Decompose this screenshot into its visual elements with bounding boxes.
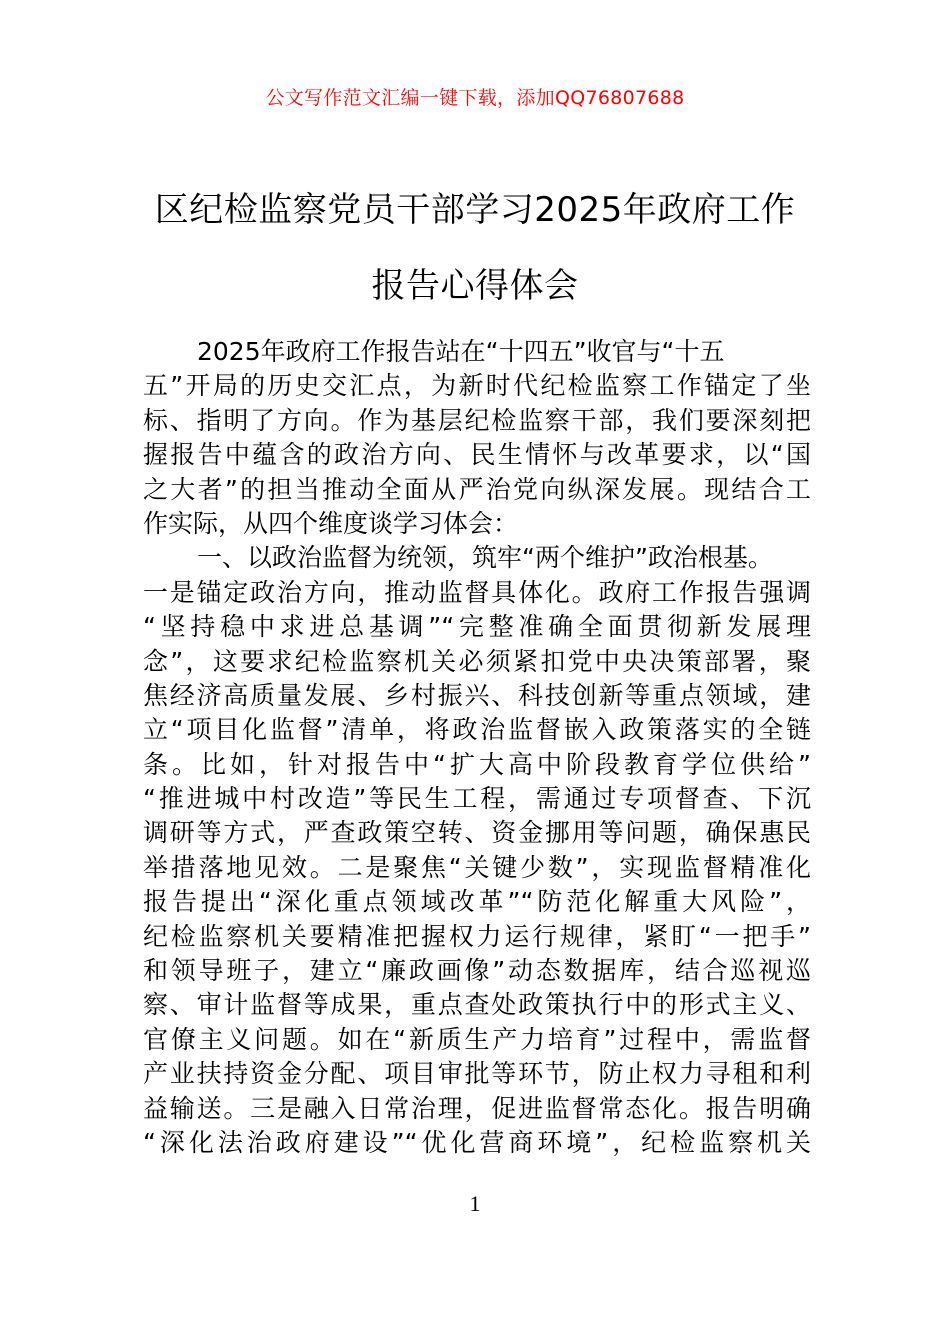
page-number: 1 (469, 1191, 481, 1216)
title-line-2: 报告心得体会 (371, 266, 579, 306)
body-line: 和领导班子，建立“廉政画像”动态数据库，结合巡视巡 (143, 956, 811, 986)
document-body (143, 335, 811, 1160)
body-line: 益输送。三是融入日常治理，促进监督常态化。报告明确 (143, 1093, 811, 1123)
document-title (100, 172, 850, 324)
body-line: 官僚主义问题。如在“新质生产力培育”过程中，需监督 (143, 1024, 811, 1054)
body-line: 报告提出“深化重点领域改革”“防范化解重大风险”， (143, 887, 811, 917)
body-line: 2025年政府工作报告站在“十四五”收官与“十五 (197, 337, 725, 366)
body-line: “深化法治政府建设”“优化营商环境”，纪检监察机关 (143, 1127, 811, 1157)
title-line-1: 区纪检监察党员干部学习2025年政府工作 (154, 190, 796, 230)
body-line: 握报告中蕴含的政治方向、民生情怀与改革要求，以“国 (143, 440, 811, 470)
body-line: “推进城中村改造”等民生工程，需通过专项督查、下沉 (143, 784, 811, 814)
body-line: 调研等方式，严查政策空转、资金挪用等问题，确保惠民 (143, 818, 811, 848)
body-line: 产业扶持资金分配、项目审批等环节，防止权力寻租和利 (143, 1059, 811, 1089)
body-line: 立“项目化监督”清单，将政治监督嵌入政策落实的全链 (143, 715, 811, 745)
body-line: 察、审计监督等成果，重点查处政策执行中的形式主义、 (143, 990, 811, 1020)
body-line: 念”，这要求纪检监察机关必须紧扣党中央决策部署，聚 (143, 646, 811, 676)
body-line: 条。比如，针对报告中“扩大高中阶段教育学位供给” (143, 749, 811, 779)
body-line: 五”开局的历史交汇点，为新时代纪检监察工作锚定了坐 (143, 371, 811, 401)
section-heading-line: 一、以政治监督为统领，筑牢“两个维护”政治根基。 (197, 543, 773, 573)
body-line: 纪检监察机关要精准把握权力运行规律，紧盯“一把手” (143, 921, 811, 951)
body-line: 焦经济高质量发展、乡村振兴、科技创新等重点领域，建 (143, 680, 811, 710)
body-line: 之大者”的担当推动全面从严治党向纵深发展。现结合工 (143, 474, 811, 504)
body-line: 标、指明了方向。作为基层纪检监察干部，我们要深刻把 (143, 405, 811, 435)
body-line: 作实际，从四个维度谈学习体会： (143, 508, 519, 538)
body-line: 一是锚定政治方向，推动监督具体化。政府工作报告强调 (143, 577, 811, 607)
body-line: “坚持稳中求进总基调”“完整准确全面贯彻新发展理 (143, 612, 811, 642)
download-watermark: 公文写作范文汇编一键下载，添加QQ76807688 (265, 87, 685, 109)
body-line: 举措落地见效。二是聚焦“关键少数”，实现监督精准化 (143, 852, 811, 882)
